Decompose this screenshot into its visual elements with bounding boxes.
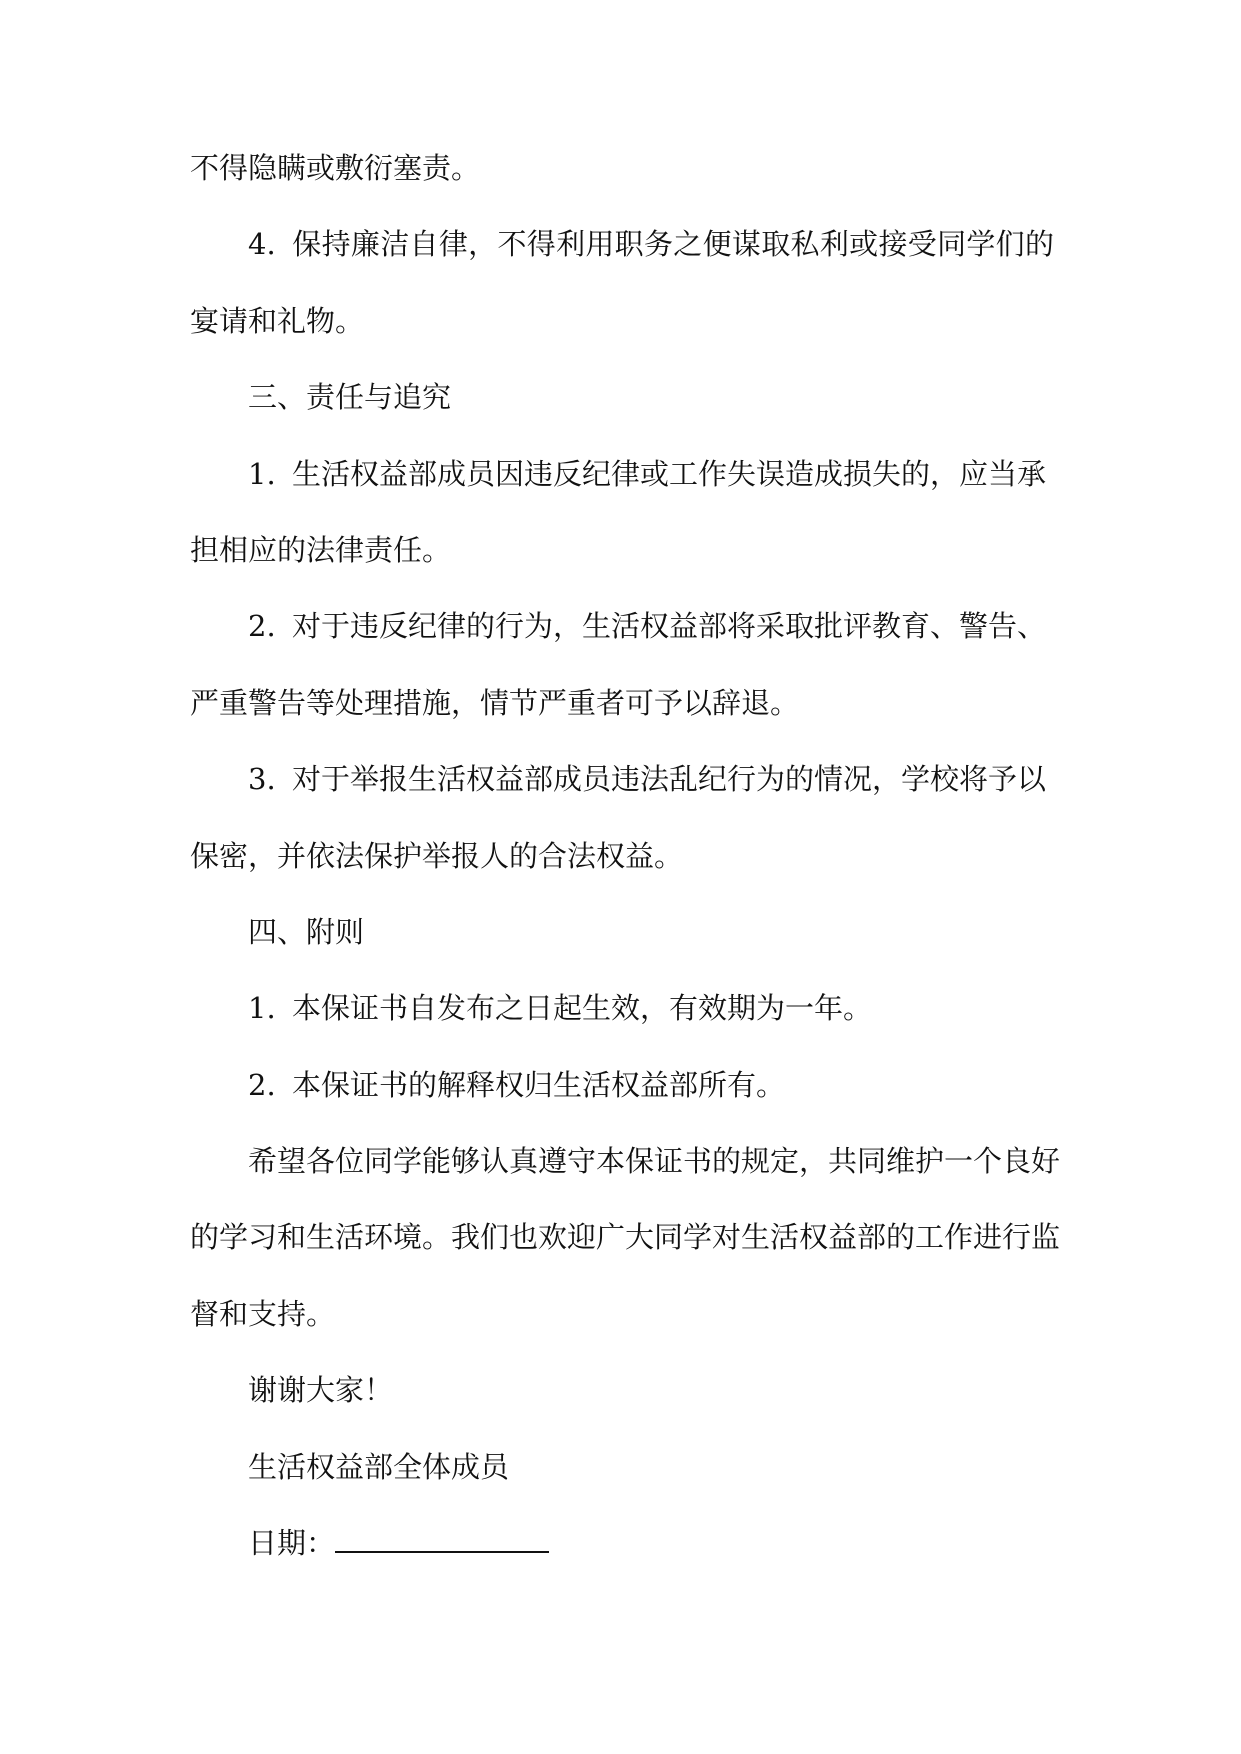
line-text: 本保证书的解释权归生活权益部所有。 [292, 1067, 786, 1102]
date-label: 日期： [248, 1526, 336, 1561]
heading-text: 四、附则 [248, 914, 365, 949]
list-number: 1. [248, 991, 276, 1026]
line-text: 保密，并依法保护举报人的合法权益。 [190, 838, 684, 873]
paragraph-line [190, 1294, 1054, 1370]
line-text: 保持廉洁自律，不得利用职务之便谋取私利或接受同学们的 [292, 227, 1054, 262]
paragraph-line [190, 530, 1054, 606]
list-item-line [190, 606, 1054, 682]
date-blank-underline [335, 1525, 549, 1553]
list-number: 1. [248, 456, 276, 491]
list-number: 2. [248, 1067, 276, 1102]
heading-text: 三、责任与追究 [248, 380, 452, 415]
line-text: 的学习和生活环境。我们也欢迎广大同学对生活权益部的工作进行监 [190, 1220, 1061, 1255]
list-number: 4. [248, 227, 276, 262]
paragraph-line [190, 148, 1054, 224]
line-text: 宴请和礼物。 [190, 303, 365, 338]
line-text: 谢谢大家！ [248, 1373, 394, 1408]
line-text: 对于违反纪律的行为，生活权益部将采取批评教育、警告、 [292, 609, 1047, 644]
closing-thanks [190, 1370, 1054, 1446]
list-item-line [190, 1065, 1054, 1141]
line-text: 对于举报生活权益部成员违法乱纪行为的情况，学校将予以 [292, 762, 1047, 797]
date-line [190, 1523, 1054, 1599]
paragraph-line [190, 1217, 1061, 1293]
line-text: 担相应的法律责任。 [190, 532, 452, 567]
line-text: 严重警告等处理措施，情节严重者可予以辞退。 [190, 685, 800, 720]
signature-line [190, 1447, 1054, 1523]
list-item-line [190, 454, 1054, 530]
line-text: 不得隐瞒或敷衍塞责。 [190, 151, 481, 185]
list-number: 3. [248, 762, 276, 797]
paragraph-line [190, 836, 1054, 912]
paragraph-line [190, 1141, 1061, 1217]
list-number: 2. [248, 609, 276, 644]
line-text: 希望各位同学能够认真遵守本保证书的规定，共同维护一个良好 [248, 1144, 1061, 1179]
line-text: 生活权益部全体成员 [248, 1449, 510, 1484]
section-heading [190, 912, 1054, 988]
paragraph-line [190, 683, 1054, 759]
line-text: 督和支持。 [190, 1296, 336, 1331]
line-text: 生活权益部成员因违反纪律或工作失误造成损失的，应当承 [292, 456, 1047, 491]
list-item-line [190, 759, 1054, 835]
paragraph-line [190, 301, 1054, 377]
list-item-line [190, 988, 1054, 1064]
line-text: 本保证书自发布之日起生效，有效期为一年。 [292, 991, 873, 1026]
document-body [190, 148, 1061, 1599]
section-heading [190, 377, 1054, 453]
list-item-line [190, 224, 1054, 300]
